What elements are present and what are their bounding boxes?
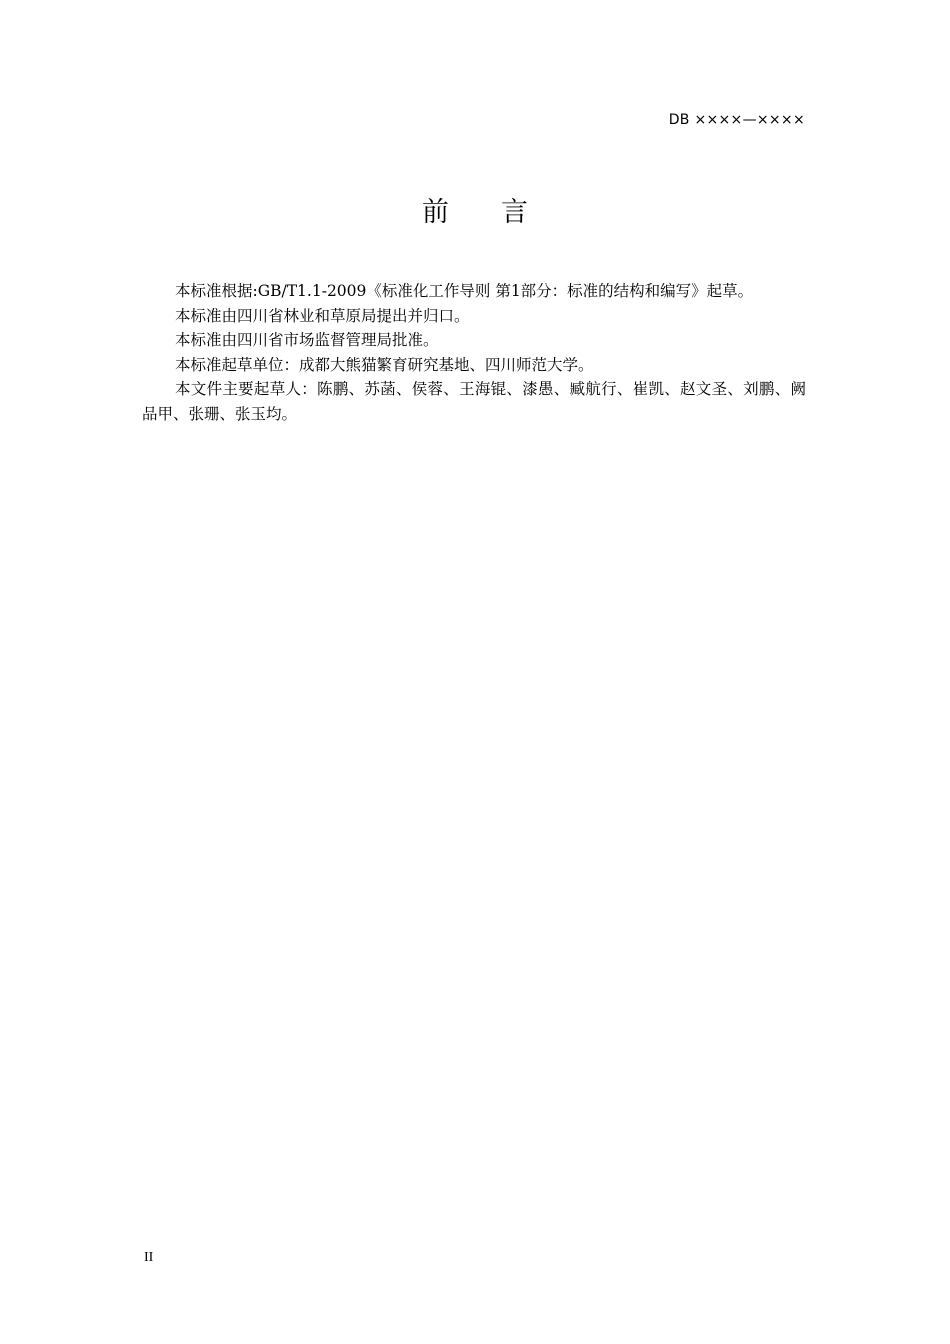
paragraph-drafting-units: 本标准起草单位：成都大熊猫繁育研究基地、四川师范大学。 — [175, 355, 594, 374]
paragraph-approver: 本标准由四川省市场监督管理局批准。 — [175, 331, 439, 349]
paragraph-drafters: 本文件主要起草人：陈鹏、苏菡、侯蓉、王海锟、漆愚、臧航行、崔凯、赵文圣、刘鹏、阙品甲、张珊、张玉均。 — [142, 380, 806, 423]
paragraph-proposer: 本标准由四川省林业和草原局提出并归口。 — [175, 306, 470, 325]
page-title: 前言 — [422, 197, 580, 228]
foreword-body — [142, 279, 806, 426]
page-number: II — [144, 1250, 154, 1265]
paragraph-drafting-basis: 本标准根据:GB/T1.1-2009《标准化工作导则 第1部分：标准的结构和编写》起草。 — [175, 282, 754, 300]
document-code: DB ××××—×××× — [668, 112, 805, 128]
